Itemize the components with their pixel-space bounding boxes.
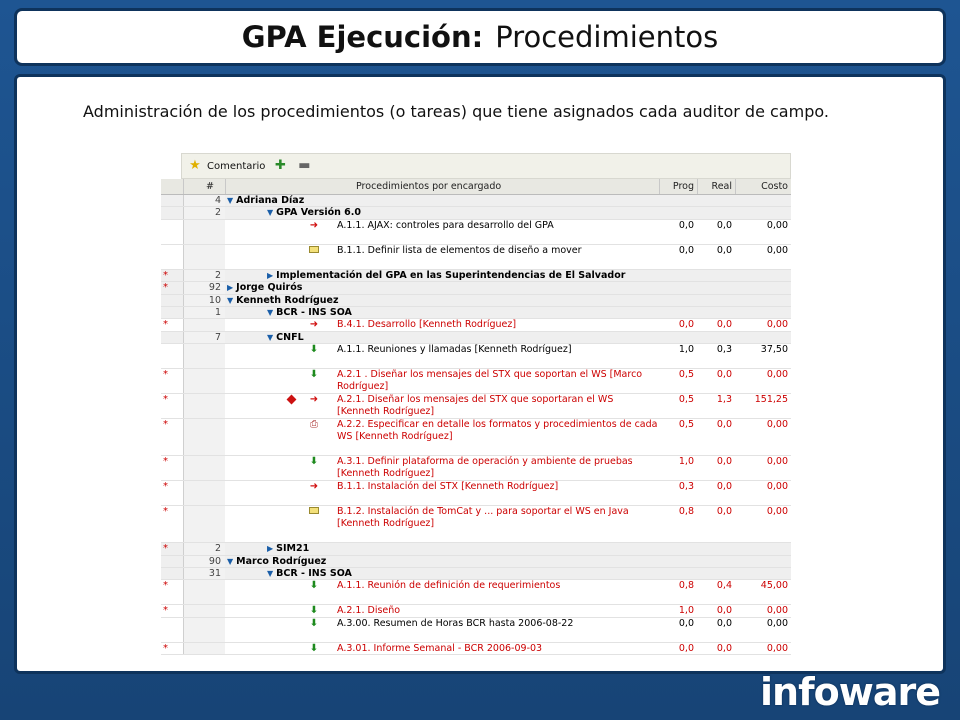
row-count — [183, 220, 225, 244]
row-count: 90 — [183, 556, 225, 567]
task-icon-area — [225, 506, 325, 542]
comment-button[interactable] — [186, 158, 265, 174]
expand-triangle-icon[interactable]: ▶ — [267, 544, 274, 554]
collapse-triangle-icon[interactable]: ▼ — [267, 208, 274, 218]
cost-value: 0,00 — [766, 456, 788, 468]
real-value: 0,0 — [716, 319, 732, 331]
task-name[interactable]: A.3.00. Resumen de Horas BCR hasta 2006-08-22 — [337, 617, 574, 629]
task-icon-area — [225, 319, 325, 330]
table-row[interactable] — [161, 543, 791, 555]
task-icon-area — [225, 481, 325, 505]
real-value: 0,0 — [716, 369, 732, 381]
progress-value: 0,0 — [678, 617, 694, 629]
priority-star-icon: * — [163, 319, 168, 331]
row-count — [183, 643, 225, 654]
row-count: 2 — [183, 207, 225, 218]
task-name[interactable]: B.1.2. Instalación de TomCat y ... para soportar el WS en Java [Kenneth Rodríguez] — [337, 506, 629, 530]
progress-value: 0,3 — [678, 481, 694, 493]
collapse-triangle-icon[interactable]: ▼ — [227, 295, 234, 305]
col-header-real[interactable]: Real — [697, 179, 735, 194]
table-row[interactable] — [161, 556, 791, 568]
table-row[interactable] — [161, 394, 791, 419]
real-value: 0,4 — [716, 580, 732, 592]
priority-star-icon: * — [163, 269, 168, 281]
row-name-cell — [225, 332, 659, 343]
row-name-cell — [225, 394, 659, 418]
row-count — [183, 605, 225, 616]
row-name-cell — [225, 220, 659, 244]
indent-spacer — [225, 543, 267, 554]
person-name[interactable]: Adriana Díaz — [236, 195, 305, 206]
table-row[interactable] — [161, 220, 791, 245]
indent-spacer — [225, 568, 267, 579]
table-row[interactable] — [161, 618, 791, 643]
progress-value: 1,0 — [678, 605, 694, 617]
title-rest: Procedimientos — [495, 20, 719, 54]
indent-spacer — [225, 207, 267, 218]
collapse-triangle-icon[interactable]: ▼ — [267, 568, 274, 578]
person-name[interactable]: Marco Rodríguez — [236, 555, 327, 567]
table-row[interactable] — [161, 270, 791, 282]
table-row[interactable] — [161, 643, 791, 655]
row-name-cell — [225, 207, 659, 218]
row-count — [183, 481, 225, 505]
row-name-cell — [225, 307, 659, 318]
col-header-cost[interactable]: Costo — [735, 179, 791, 194]
real-value: 0,0 — [716, 244, 732, 256]
real-value: 0,0 — [716, 506, 732, 518]
row-name-cell — [225, 319, 659, 330]
priority-star-icon: * — [163, 506, 168, 518]
table-row[interactable] — [161, 319, 791, 331]
task-icon-area — [225, 369, 325, 393]
progress-value: 1,0 — [678, 344, 694, 356]
row-name-cell — [225, 568, 659, 579]
indent-spacer — [225, 332, 267, 343]
task-icon-area — [225, 580, 325, 604]
title-bold: GPA Ejecución: — [241, 20, 484, 54]
progress-value: 0,0 — [678, 319, 694, 331]
row-name-cell — [225, 605, 659, 616]
row-count: 7 — [183, 332, 225, 343]
task-icon-area — [225, 605, 325, 616]
real-value: 0,0 — [716, 456, 732, 468]
project-name[interactable]: BCR - INS SOA — [276, 306, 352, 318]
row-count — [183, 580, 225, 604]
cost-value: 45,00 — [760, 580, 788, 592]
row-name-cell — [225, 481, 659, 505]
task-icon-area — [225, 618, 325, 642]
progress-value: 0,5 — [678, 419, 694, 431]
task-icon-area — [225, 220, 325, 244]
row-name-cell — [225, 369, 659, 393]
task-name[interactable]: B.1.1. Instalación del STX [Kenneth Rodríguez] — [337, 481, 559, 493]
row-count: 2 — [183, 543, 225, 554]
task-name[interactable]: A.3.1. Definir plataforma de operación y ambiente de pruebas [Kenneth Rodríguez] — [337, 456, 633, 480]
priority-star-icon: * — [163, 419, 168, 431]
progress-value: 0,5 — [678, 394, 694, 406]
cost-value: 0,00 — [766, 419, 788, 431]
table-row[interactable] — [161, 245, 791, 270]
row-name-cell — [225, 556, 659, 567]
project-name[interactable]: SIM21 — [276, 543, 310, 555]
cost-value: 0,00 — [766, 481, 788, 493]
real-value: 0,0 — [716, 642, 732, 654]
cost-value: 151,25 — [754, 394, 788, 406]
real-value: 0,3 — [716, 344, 732, 356]
project-name[interactable]: CNFL — [276, 331, 304, 343]
table-row[interactable] — [161, 344, 791, 369]
row-name-cell — [225, 419, 659, 455]
task-name[interactable]: A.2.1. Diseñar los mensajes del STX que soportaran el WS [Kenneth Rodríguez] — [337, 394, 614, 418]
collapse-triangle-icon[interactable]: ▼ — [227, 556, 234, 566]
priority-star-icon: * — [163, 605, 168, 617]
task-icon-area — [225, 456, 325, 480]
grid-body — [161, 179, 791, 655]
table-row[interactable] — [161, 282, 791, 294]
row-name-cell — [225, 643, 659, 654]
collapse-triangle-icon[interactable]: ▼ — [267, 307, 274, 317]
description-text: Administración de los procedimientos (o tareas) que tiene asignados cada auditor de campo. — [83, 102, 829, 121]
real-value: 0,0 — [716, 219, 732, 231]
row-count: 92 — [183, 282, 225, 293]
priority-star-icon: * — [163, 282, 168, 294]
cost-value: 0,00 — [766, 642, 788, 654]
row-count — [183, 369, 225, 393]
col-header-num[interactable]: # — [183, 179, 225, 194]
person-name[interactable]: Jorge Quirós — [236, 282, 303, 294]
task-icon-area — [225, 419, 325, 455]
infoware-logo: infoware — [760, 670, 940, 714]
cost-value: 0,00 — [766, 617, 788, 629]
row-count — [183, 394, 225, 418]
task-name[interactable]: A.2.2. Especificar en detalle los formatos y procedimientos de cada WS [Kenneth Rodríguez] — [337, 419, 658, 443]
indent-spacer — [225, 270, 267, 281]
row-name-cell — [225, 245, 659, 269]
expand-triangle-icon[interactable]: ▶ — [267, 270, 274, 280]
table-row[interactable] — [161, 419, 791, 456]
real-value: 0,0 — [716, 605, 732, 617]
cost-value: 37,50 — [760, 344, 788, 356]
task-name[interactable]: A.2.1 . Diseñar los mensajes del STX que soportan el WS [Marco Rodríguez] — [337, 369, 643, 393]
task-name[interactable]: A.2.1. Diseño — [337, 605, 401, 617]
priority-star-icon: * — [163, 394, 168, 406]
arrow-down-icon[interactable]: ⬇ — [309, 617, 319, 629]
col-header-prog[interactable]: Prog — [659, 179, 697, 194]
project-name[interactable]: Implementación del GPA en las Superintendencias de El Salvador — [276, 269, 626, 281]
row-count — [183, 245, 225, 269]
table-row[interactable] — [161, 568, 791, 580]
row-count: 31 — [183, 568, 225, 579]
content-panel — [14, 74, 946, 674]
priority-star-icon: * — [163, 642, 168, 654]
project-name[interactable]: BCR - INS SOA — [276, 567, 352, 579]
task-icon-area — [225, 394, 325, 418]
diamond-icon — [287, 395, 297, 405]
progress-value: 1,0 — [678, 456, 694, 468]
real-value: 0,0 — [716, 617, 732, 629]
print-icon[interactable]: ⎙ — [310, 419, 318, 431]
progress-value: 0,0 — [678, 642, 694, 654]
task-icon-area — [225, 643, 325, 654]
row-name-cell — [225, 580, 659, 604]
cost-value: 0,00 — [766, 219, 788, 231]
row-name-cell — [225, 344, 659, 368]
person-name[interactable]: Kenneth Rodríguez — [236, 294, 339, 306]
task-name[interactable]: A.1.1. Reunión de definición de requerimientos — [337, 580, 561, 592]
arrow-right-icon[interactable]: ➜ — [309, 219, 319, 231]
real-value: 0,0 — [716, 419, 732, 431]
arrow-down-icon[interactable]: ⬇ — [309, 344, 319, 356]
row-count — [183, 419, 225, 455]
arrow-down-icon[interactable]: ⬇ — [309, 369, 319, 381]
priority-star-icon: * — [163, 543, 168, 555]
table-row[interactable] — [161, 481, 791, 506]
indent-spacer — [225, 307, 267, 318]
row-count: 2 — [183, 270, 225, 281]
table-row[interactable] — [161, 369, 791, 394]
table-row[interactable] — [161, 307, 791, 319]
row-name-cell — [225, 618, 659, 642]
real-value: 0,0 — [716, 481, 732, 493]
row-count: 1 — [183, 307, 225, 318]
row-name-cell — [225, 270, 659, 281]
row-count — [183, 456, 225, 480]
row-count: 4 — [183, 195, 225, 206]
task-icon-area — [225, 344, 325, 368]
note-icon[interactable] — [303, 245, 325, 257]
row-name-cell — [225, 456, 659, 480]
expand-triangle-icon[interactable]: ▶ — [227, 283, 234, 293]
table-row[interactable] — [161, 605, 791, 617]
row-count — [183, 506, 225, 542]
priority-star-icon: * — [163, 580, 168, 592]
row-count — [183, 618, 225, 642]
priority-star-icon: * — [163, 481, 168, 493]
project-name[interactable]: GPA Versión 6.0 — [276, 207, 362, 219]
star-folder-icon: ★ — [189, 158, 201, 173]
table-row[interactable] — [161, 506, 791, 543]
table-row[interactable] — [161, 580, 791, 605]
grid-header-row — [161, 179, 791, 195]
row-name-cell — [225, 506, 659, 542]
slide-title — [14, 8, 946, 66]
cost-value: 0,00 — [766, 369, 788, 381]
arrow-down-icon[interactable]: ⬇ — [309, 605, 319, 617]
collapse-triangle-icon[interactable]: ▼ — [227, 196, 234, 205]
progress-value: 0,0 — [678, 219, 694, 231]
row-count — [183, 344, 225, 368]
progress-value: 0,8 — [678, 580, 694, 592]
procedures-grid — [161, 153, 791, 654]
arrow-right-icon[interactable]: ➜ — [309, 319, 319, 331]
table-row[interactable] — [161, 295, 791, 307]
priority-star-icon: * — [163, 369, 168, 381]
task-icon-area — [225, 245, 325, 269]
real-value: 1,3 — [716, 394, 732, 406]
task-name[interactable]: A.1.1. Reuniones y llamadas [Kenneth Rodríguez] — [337, 344, 572, 356]
cost-value: 0,00 — [766, 244, 788, 256]
arrow-right-icon[interactable]: ➜ — [309, 481, 319, 493]
cost-value: 0,00 — [766, 605, 788, 617]
table-row[interactable] — [161, 195, 791, 207]
remove-row-icon[interactable]: ▬ — [298, 158, 311, 173]
col-header-name[interactable]: Procedimientos por encargado — [225, 179, 659, 194]
table-row[interactable] — [161, 456, 791, 481]
collapse-triangle-icon[interactable]: ▼ — [267, 332, 274, 342]
cost-value: 0,00 — [766, 506, 788, 518]
row-name-cell — [225, 543, 659, 554]
table-row[interactable] — [161, 207, 791, 219]
row-name-cell — [225, 295, 659, 306]
progress-value: 0,0 — [678, 244, 694, 256]
note-icon[interactable] — [303, 506, 325, 518]
row-count — [183, 319, 225, 330]
progress-value: 0,8 — [678, 506, 694, 518]
table-row[interactable] — [161, 332, 791, 344]
row-name-cell — [225, 282, 659, 293]
arrow-right-icon[interactable]: ➜ — [309, 394, 319, 406]
task-name[interactable]: A.3.01. Informe Semanal - BCR 2006-09-03 — [337, 642, 543, 654]
progress-value: 0,5 — [678, 369, 694, 381]
cost-value: 0,00 — [766, 319, 788, 331]
add-row-icon[interactable]: ✚ — [274, 158, 286, 173]
row-count: 10 — [183, 295, 225, 306]
row-name-cell — [225, 195, 659, 206]
arrow-down-icon[interactable]: ⬇ — [309, 642, 319, 654]
task-name[interactable]: A.1.1. AJAX: controles para desarrollo del GPA — [337, 219, 554, 231]
arrow-down-icon[interactable]: ⬇ — [309, 580, 319, 592]
task-name[interactable]: B.1.1. Definir lista de elementos de diseño a mover — [337, 244, 582, 256]
grid-toolbar — [181, 153, 791, 179]
comment-label: Comentario — [207, 160, 266, 172]
priority-star-icon: * — [163, 456, 168, 468]
arrow-down-icon[interactable]: ⬇ — [309, 456, 319, 468]
task-name[interactable]: B.4.1. Desarrollo [Kenneth Rodríguez] — [337, 319, 517, 331]
